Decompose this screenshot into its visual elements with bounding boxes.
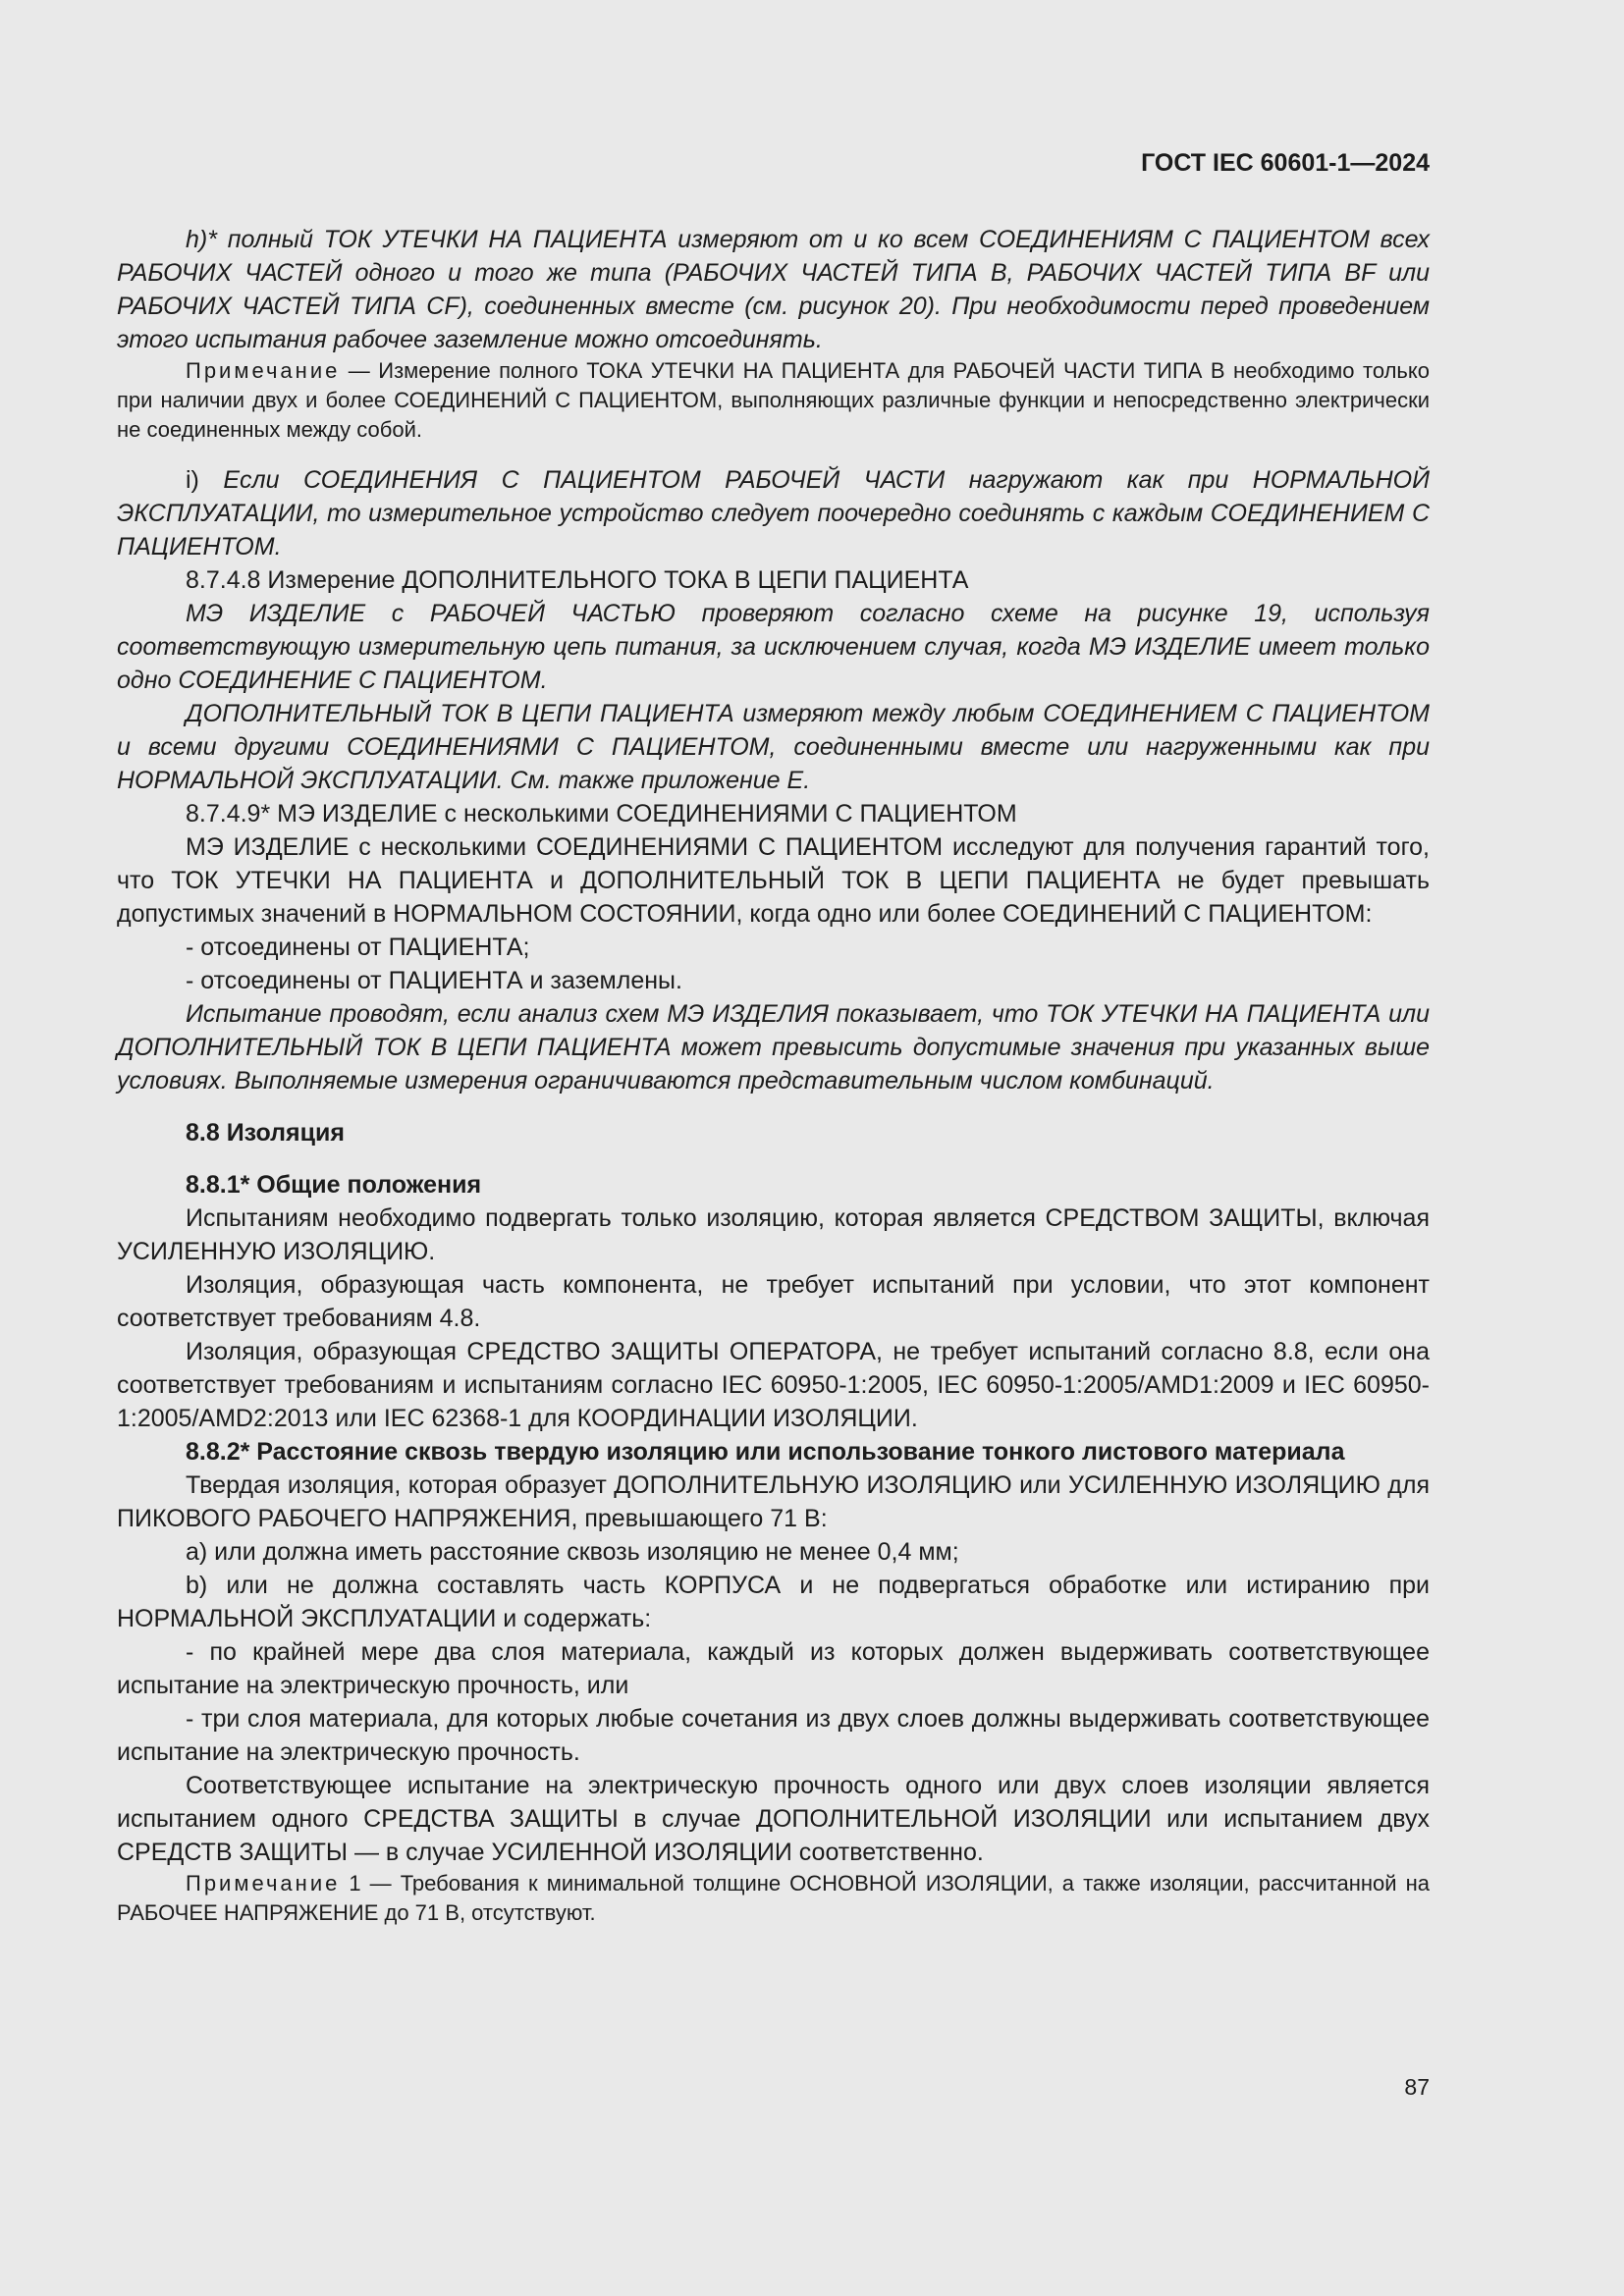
note-label: Примечание — [186, 1871, 341, 1896]
document-body — [117, 223, 1430, 1928]
heading-8-7-4-9: 8.7.4.9* МЭ ИЗДЕЛИЕ с несколькими СОЕДИНЕНИЯМИ С ПАЦИЕНТОМ — [186, 800, 1017, 828]
paragraph-i — [117, 463, 1430, 563]
heading-8-7-4-8: 8.7.4.8 Измерение ДОПОЛНИТЕЛЬНОГО ТОКА В ЦЕПИ ПАЦИЕНТА — [186, 566, 969, 594]
paragraph-8-7-4-9: МЭ ИЗДЕЛИЕ с несколькими СОЕДИНЕНИЯМИ С ПАЦИЕНТОМ исследуют для получения гарантий того, что ТОК УТЕЧКИ НА ПАЦИЕНТА и ДОПОЛНИТЕЛЬНЫЙ ТОК В ЦЕПИ ПАЦИЕНТА не будет превышать допустимых значений в НОРМАЛЬНОМ СОСТОЯНИИ, когда одно или более СОЕДИНЕНИЙ С ПАЦИЕНТОМ: — [117, 833, 1430, 928]
standard-header: ГОСТ IEC 60601-1—2024 — [1141, 149, 1430, 177]
item-prefix: i) — [186, 466, 224, 494]
paragraph-8-8-1-b: Изоляция, образующая часть компонента, не требует испытаний при условии, что этот компонент соответствует требованиям 4.8. — [117, 1271, 1430, 1332]
note-text: 1 — Требования к минимальной толщине ОСНОВНОЙ ИЗОЛЯЦИИ, а также изоляции, рассчитанной на РАБОЧЕЕ НАПРЯЖЕНИЕ до 71 В, отсутствуют. — [117, 1871, 1430, 1925]
list-item-dash-1: - по крайней мере два слоя материала, каждый из которых должен выдерживать соответствующее испытание на электрическую прочность, или — [117, 1638, 1430, 1699]
paragraph-test-note: Испытание проводят, если анализ схем МЭ ИЗДЕЛИЯ показывает, что ТОК УТЕЧКИ НА ПАЦИЕНТА или ДОПОЛНИТЕЛЬНЫЙ ТОК В ЦЕПИ ПАЦИЕНТА может превысить допустимые значения при указанных выше условиях. Выполняемые измерения ограничиваются представительным числом комбинаций. — [117, 1000, 1430, 1095]
paragraph-8-8-2-b: Соответствующее испытание на электрическую прочность одного или двух слоев изоляции является испытанием одного СРЕДСТВА ЗАЩИТЫ в случае ДОПОЛНИТЕЛЬНОЙ ИЗОЛЯЦИИ или испытанием двух СРЕДСТВ ЗАЩИТЫ — в случае УСИЛЕННОЙ ИЗОЛЯЦИИ соответственно. — [117, 1772, 1430, 1866]
list-item: - отсоединены от ПАЦИЕНТА и заземлены. — [186, 967, 682, 994]
heading-8-8-2: 8.8.2* Расстояние сквозь твердую изоляцию или использование тонкого листового материала — [186, 1438, 1345, 1466]
heading-8-8-1: 8.8.1* Общие положения — [186, 1171, 482, 1199]
paragraph-8-8-2-a: Твердая изоляция, которая образует ДОПОЛНИТЕЛЬНУЮ ИЗОЛЯЦИЮ или УСИЛЕННУЮ ИЗОЛЯЦИЮ для ПИКОВОГО РАБОЧЕГО НАПРЯЖЕНИЯ, превышающего 71 В: — [117, 1471, 1430, 1532]
paragraph-h: h)* полный ТОК УТЕЧКИ НА ПАЦИЕНТА измеряют от и ко всем СОЕДИНЕНИЯМ С ПАЦИЕНТОМ всех РАБОЧИХ ЧАСТЕЙ одного и того же типа (РАБОЧИХ ЧАСТЕЙ ТИПА В, РАБОЧИХ ЧАСТЕЙ ТИПА BF или РАБОЧИХ ЧАСТЕЙ ТИПА CF), соединенных вместе (см. рисунок 20). При необходимости перед проведением этого испытания рабочее заземление можно отсоединять. — [117, 226, 1430, 353]
list-item-a: а) или должна иметь расстояние сквозь изоляцию не менее 0,4 мм; — [186, 1538, 959, 1566]
note-label: Примечание — [186, 358, 341, 383]
list-item: - отсоединены от ПАЦИЕНТА; — [186, 934, 530, 961]
paragraph-8-8-1-a: Испытаниям необходимо подвергать только изоляцию, которая является СРЕДСТВОМ ЗАЩИТЫ, включая УСИЛЕННУЮ ИЗОЛЯЦИЮ. — [117, 1204, 1430, 1265]
paragraph-8-7-4-8-b: ДОПОЛНИТЕЛЬНЫЙ ТОК В ЦЕПИ ПАЦИЕНТА измеряют между любым СОЕДИНЕНИЕМ С ПАЦИЕНТОМ и всеми другими СОЕДИНЕНИЯМИ С ПАЦИЕНТОМ, соединенными вместе или нагруженными как при НОРМАЛЬНОЙ ЭКСПЛУАТАЦИИ. См. также приложение Е. — [117, 700, 1430, 794]
heading-8-8: 8.8 Изоляция — [186, 1119, 345, 1147]
note-1 — [117, 356, 1430, 445]
page-number: 87 — [1404, 2074, 1430, 2100]
list-item-b: b) или не должна составлять часть КОРПУСА и не подвергаться обработке или истиранию при НОРМАЛЬНОЙ ЭКСПЛУАТАЦИИ и содержать: — [117, 1572, 1430, 1632]
note-2 — [117, 1869, 1430, 1928]
paragraph-8-8-1-c: Изоляция, образующая СРЕДСТВО ЗАЩИТЫ ОПЕРАТОРА, не требует испытаний согласно 8.8, если она соответствует требованиям и испытаниям согласно IEC 60950-1:2005, IEC 60950-1:2005/AMD1:2009 и IEC 60950-1:2005/AMD2:2013 или IEC 62368-1 для КООРДИНАЦИИ ИЗОЛЯЦИИ. — [117, 1338, 1430, 1432]
list-item-dash-2: - три слоя материала, для которых любые сочетания из двух слоев должны выдерживать соответствующее испытание на электрическую прочность. — [117, 1705, 1430, 1766]
paragraph-8-7-4-8-a: МЭ ИЗДЕЛИЕ с РАБОЧЕЙ ЧАСТЬЮ проверяют согласно схеме на рисунке 19, используя соответствующую измерительную цепь питания, за исключением случая, когда МЭ ИЗДЕЛИЕ имеет только одно СОЕДИНЕНИЕ С ПАЦИЕНТОМ. — [117, 600, 1430, 694]
note-text: — Измерение полного ТОКА УТЕЧКИ НА ПАЦИЕНТА для РАБОЧЕЙ ЧАСТИ ТИПА В необходимо только при наличии двух и более СОЕДИНЕНИЙ С ПАЦИЕНТОМ, выполняющих различные функции и непосредственно электрически не соединенных между собой. — [117, 358, 1430, 442]
item-text: Если СОЕДИНЕНИЯ С ПАЦИЕНТОМ РАБОЧЕЙ ЧАСТИ нагружают как при НОРМАЛЬНОЙ ЭКСПЛУАТАЦИИ, то измерительное устройство следует поочередно соединять с каждым СОЕДИНЕНИЕМ С ПАЦИЕНТОМ. — [117, 466, 1430, 561]
